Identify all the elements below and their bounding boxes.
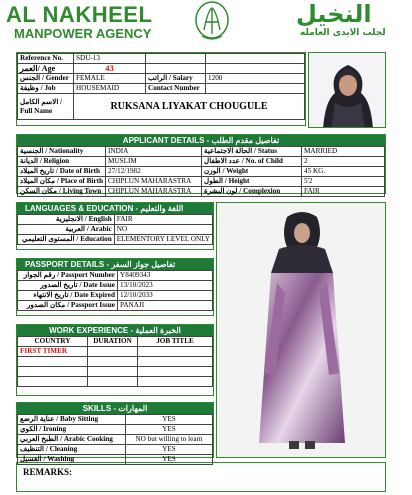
top-info-table xyxy=(17,53,305,120)
brand-subtitle-arabic: لجلب الايدى العامله xyxy=(300,28,386,38)
remarks-label: REMARKS: xyxy=(23,467,72,477)
skills-block xyxy=(16,402,214,463)
table-row xyxy=(18,147,385,157)
experience-heading: WORK EXPERIENCE - الخبرة العملية xyxy=(17,325,213,336)
table-row xyxy=(18,301,213,311)
languages-table xyxy=(17,214,213,245)
table-row xyxy=(18,64,305,74)
age-label: العمر/ Age xyxy=(18,64,74,74)
passport-issue-label: مكان الصدور / Passport Issue xyxy=(18,301,118,311)
table-row xyxy=(18,435,213,445)
gender-label: الجنس / Gender xyxy=(18,74,74,84)
english-label: الانجليزية / English xyxy=(18,215,115,225)
height-value: 5'2 xyxy=(302,177,385,187)
fullname-value: RUKSANA LIYAKAT CHOUGULE xyxy=(74,94,305,120)
baby-sitting-label: عناية الرضع / Baby Sitting xyxy=(18,415,126,425)
remarks-block xyxy=(16,462,386,492)
dob-label: تاريخ الميلاد / Date of Birth xyxy=(18,167,106,177)
table-row xyxy=(18,177,385,187)
ironing-value: YES xyxy=(126,425,213,435)
status-value: MARRIED xyxy=(302,147,385,157)
job-title-header: JOB TITLE xyxy=(138,337,213,347)
cleaning-label: التنظيف / Cleaning xyxy=(18,445,126,455)
table-row xyxy=(18,187,385,197)
table-row xyxy=(18,225,213,235)
table-row xyxy=(18,215,213,225)
job-label: وظيفة / Job xyxy=(18,84,74,94)
table-row xyxy=(18,357,213,367)
salary-label: الراتب / Salary xyxy=(146,74,206,84)
date-issue-label: تاريخ الصدور / Date Issue xyxy=(18,281,118,291)
contact-value xyxy=(206,84,305,94)
religion-label: الديانة / Religion xyxy=(18,157,106,167)
passport-number-label: رقم الجواز / Passport Number xyxy=(18,271,118,281)
children-value: 2 xyxy=(302,157,385,167)
applicant-full-body-photo xyxy=(216,202,386,458)
baby-sitting-value: YES xyxy=(126,415,213,425)
table-row xyxy=(18,94,305,120)
table-row xyxy=(18,167,385,177)
languages-block xyxy=(16,202,214,250)
date-expired-value: 12/10/2033 xyxy=(118,291,213,301)
table-row xyxy=(18,84,305,94)
table-row xyxy=(18,445,213,455)
birthplace-value: CHIPLUN MAHARASTRA xyxy=(106,177,202,187)
living-town-label: مكان السكن / Living Town xyxy=(18,187,106,197)
date-expired-label: تاريخ الانتهاء / Date Expired xyxy=(18,291,118,301)
education-label: المستوى التعليمي / Education xyxy=(18,235,115,245)
table-row xyxy=(18,271,213,281)
dob-value: 27/12/1982 xyxy=(106,167,202,177)
salary-value: 1200 xyxy=(206,74,305,84)
table-row xyxy=(18,347,213,357)
age-value: 43 xyxy=(74,64,146,74)
washing-label: الغسيل / Washing xyxy=(18,455,126,465)
applicant-headshot xyxy=(308,52,386,128)
height-label: الطول / Height xyxy=(202,177,302,187)
religion-value: MUSLIM xyxy=(106,157,202,167)
brand-name-arabic: النخيل xyxy=(296,0,372,28)
headshot-image xyxy=(309,53,386,128)
weight-value: 45 KG. xyxy=(302,167,385,177)
weight-label: الوزن / Weight xyxy=(202,167,302,177)
gender-value: FEMALE xyxy=(74,74,146,84)
top-info-block xyxy=(16,52,306,126)
duration-header: DURATION xyxy=(88,337,138,347)
reference-value: SDU-13 xyxy=(74,54,146,64)
education-value: ELEMENTORY LEVEL ONLY xyxy=(114,235,212,245)
nationality-label: الجنسية / Nationality xyxy=(18,147,106,157)
cleaning-value: YES xyxy=(126,445,213,455)
fullname-label-en: Full Name xyxy=(20,106,53,115)
complexion-value: FAIR xyxy=(302,187,385,197)
arabic-cooking-label: الطبخ العربي / Arabic Cooking xyxy=(18,435,126,445)
washing-value: YES xyxy=(126,455,213,465)
birthplace-label: مكان الميلاد / Place of Birth xyxy=(18,177,106,187)
living-town-value: CHIPLUN MAHARASTRA xyxy=(106,187,202,197)
applicant-details-block xyxy=(16,134,386,194)
complexion-label: لون البشرة / Complexion xyxy=(202,187,302,197)
table-row xyxy=(18,157,385,167)
children-label: عدد الاطفال / No. of Child xyxy=(202,157,302,167)
passport-block xyxy=(16,258,214,316)
passport-issue-value: PANAJI xyxy=(118,301,213,311)
skills-table xyxy=(17,414,213,465)
experience-block xyxy=(16,324,214,396)
arabic-value: NO xyxy=(114,225,212,235)
calligraphy-logo-icon xyxy=(194,0,230,44)
fullname-label xyxy=(18,94,74,120)
passport-number-value: Y8409343 xyxy=(118,271,213,281)
arabic-cooking-value: NO but willing to learn xyxy=(126,435,213,445)
arabic-label: العربية / Arabic xyxy=(18,225,115,235)
brand-name: AL NAKHEEL xyxy=(6,2,153,27)
fullname-label-ar: الاسم الكامل / xyxy=(20,97,63,106)
table-row xyxy=(18,291,213,301)
table-row xyxy=(18,367,213,377)
table-row xyxy=(18,54,305,64)
table-row xyxy=(18,337,213,347)
table-row xyxy=(18,281,213,291)
date-issue-value: 13/10/2023 xyxy=(118,281,213,291)
experience-table xyxy=(17,336,213,387)
table-row xyxy=(18,377,213,387)
table-row xyxy=(18,415,213,425)
reference-label: Reference No. xyxy=(18,54,74,64)
status-label: الحالة الاجتماعية / Status xyxy=(202,147,302,157)
passport-table xyxy=(17,270,213,311)
table-row xyxy=(18,425,213,435)
job-value: HOUSEMAID xyxy=(74,84,146,94)
full-body-image xyxy=(217,203,386,458)
ironing-label: الكوي / Ironing xyxy=(18,425,126,435)
skills-heading: SKILLS - المهارات xyxy=(17,403,213,414)
first-timer-cell: FIRST TIMER xyxy=(18,347,88,357)
table-row xyxy=(18,235,213,245)
contact-label: Contact Number xyxy=(146,84,206,94)
passport-heading: PASSPORT DETAILS - تفاصيل جواز السفر xyxy=(17,259,213,270)
brand-subtitle: MANPOWER AGENCY xyxy=(14,26,152,41)
applicant-details-heading: APPLICANT DETAILS - تفاصيل مقدم الطلب xyxy=(17,135,385,146)
applicant-details-table xyxy=(17,146,385,197)
languages-heading: LANGUAGES & EDUCATION - اللغة والتعليم xyxy=(17,203,213,214)
country-header: COUNTRY xyxy=(18,337,88,347)
table-row xyxy=(18,74,305,84)
english-value: FAIR xyxy=(114,215,212,225)
nationality-value: INDIA xyxy=(106,147,202,157)
